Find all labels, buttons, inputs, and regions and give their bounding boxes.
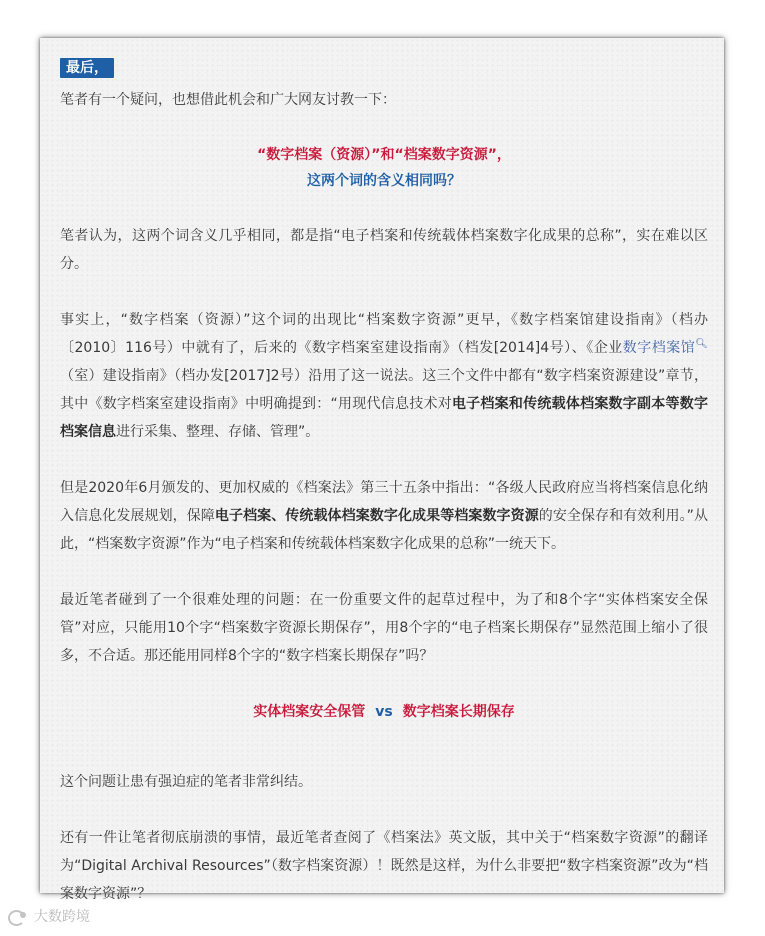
comparison-vs: vs (375, 704, 393, 720)
comparison-left: 实体档案安全保管 (253, 704, 366, 720)
paragraph-5: 这个问题让患有强迫症的笔者非常纠结。 (60, 774, 312, 790)
paragraph-1: 笔者认为，这两个词含义几乎相同，都是指“电子档案和传统载体档案数字化成果的总称”，实在难以区分。 (60, 228, 708, 272)
paragraph-2-text-a: 事实上，“数字档案（资源）”这个词的出现比“档案数字资源”更早，《数字档案馆建设指南》（档办〔2010〕116号）中就有了，后来的《数字档案室建设指南》（档发[2014]4号）、《企业 (60, 312, 708, 356)
search-icon[interactable]: 🔍︎ (695, 338, 708, 350)
comparison-right: 数字档案长期保存 (402, 704, 515, 720)
article-card (40, 38, 724, 902)
question-line-2: 这两个词的含义相同吗？ (307, 173, 461, 189)
watermark-text: 大数跨境 (34, 909, 90, 925)
section-tag: 最后， (60, 58, 114, 78)
intro-paragraph: 笔者有一个疑问，也想借此机会和广大网友讨教一下： (60, 92, 396, 108)
paragraph-3-bold: 电子档案、传统载体档案数字化成果等档案数字资源 (214, 508, 539, 524)
paragraph-4: 最近笔者碰到了一个很难处理的问题：在一份重要文件的起草过程中，为了和8个字“实体档案安全保管”对应，只能用10个字“档案数字资源长期保存”，用8个字的“电子档案长期保存”显然范围上缩小了很多，不合适。那还能用同样8个字的“数字档案长期保存”吗？ (60, 592, 708, 664)
question-line-1: “数字档案（资源）”和“档案数字资源”， (257, 147, 511, 163)
paragraph-2 (60, 306, 708, 446)
paragraph-3-text-b: 的安全保存和有效利用。”从此，“档案数字资源”作为“电子档案和传统载体档案数字化成果的总称”一统天下。 (60, 508, 709, 552)
keyword-link[interactable]: 数字档案馆 (622, 340, 696, 356)
paragraph-6: 还有一件让笔者彻底崩溃的事情，最近笔者查阅了《档案法》英文版，其中关于“档案数字资源”的翻译为“Digital Archival Resources”（数字档案资源）！既然是这样，为什么非要把“数字档案资源”改为“档案数字资源”？ (60, 830, 708, 902)
comparison-line (60, 698, 708, 726)
paragraph-2-bold: 电子档案和传统载体档案数字副本等数字档案信息 (60, 396, 708, 440)
watermark (8, 906, 90, 926)
article-body (60, 50, 708, 908)
watermark-logo-icon (8, 908, 30, 924)
paragraph-2-text-c: 进行采集、整理、存储、管理”。 (116, 424, 320, 440)
paragraph-3-text-a: 但是2020年6月颁发的、更加权威的《档案法》第三十五条中指出：“各级人民政府应当将档案信息化纳入信息化发展规划，保障 (60, 480, 708, 524)
paragraph-2-text-b: （室）建设指南》（档办发[2017]2号）沿用了这一说法。这三个文件中都有“数字档案资源建设”章节，其中《数字档案室建设指南》中明确提到：“用现代信息技术对 (60, 368, 708, 412)
paragraph-3 (60, 474, 708, 558)
